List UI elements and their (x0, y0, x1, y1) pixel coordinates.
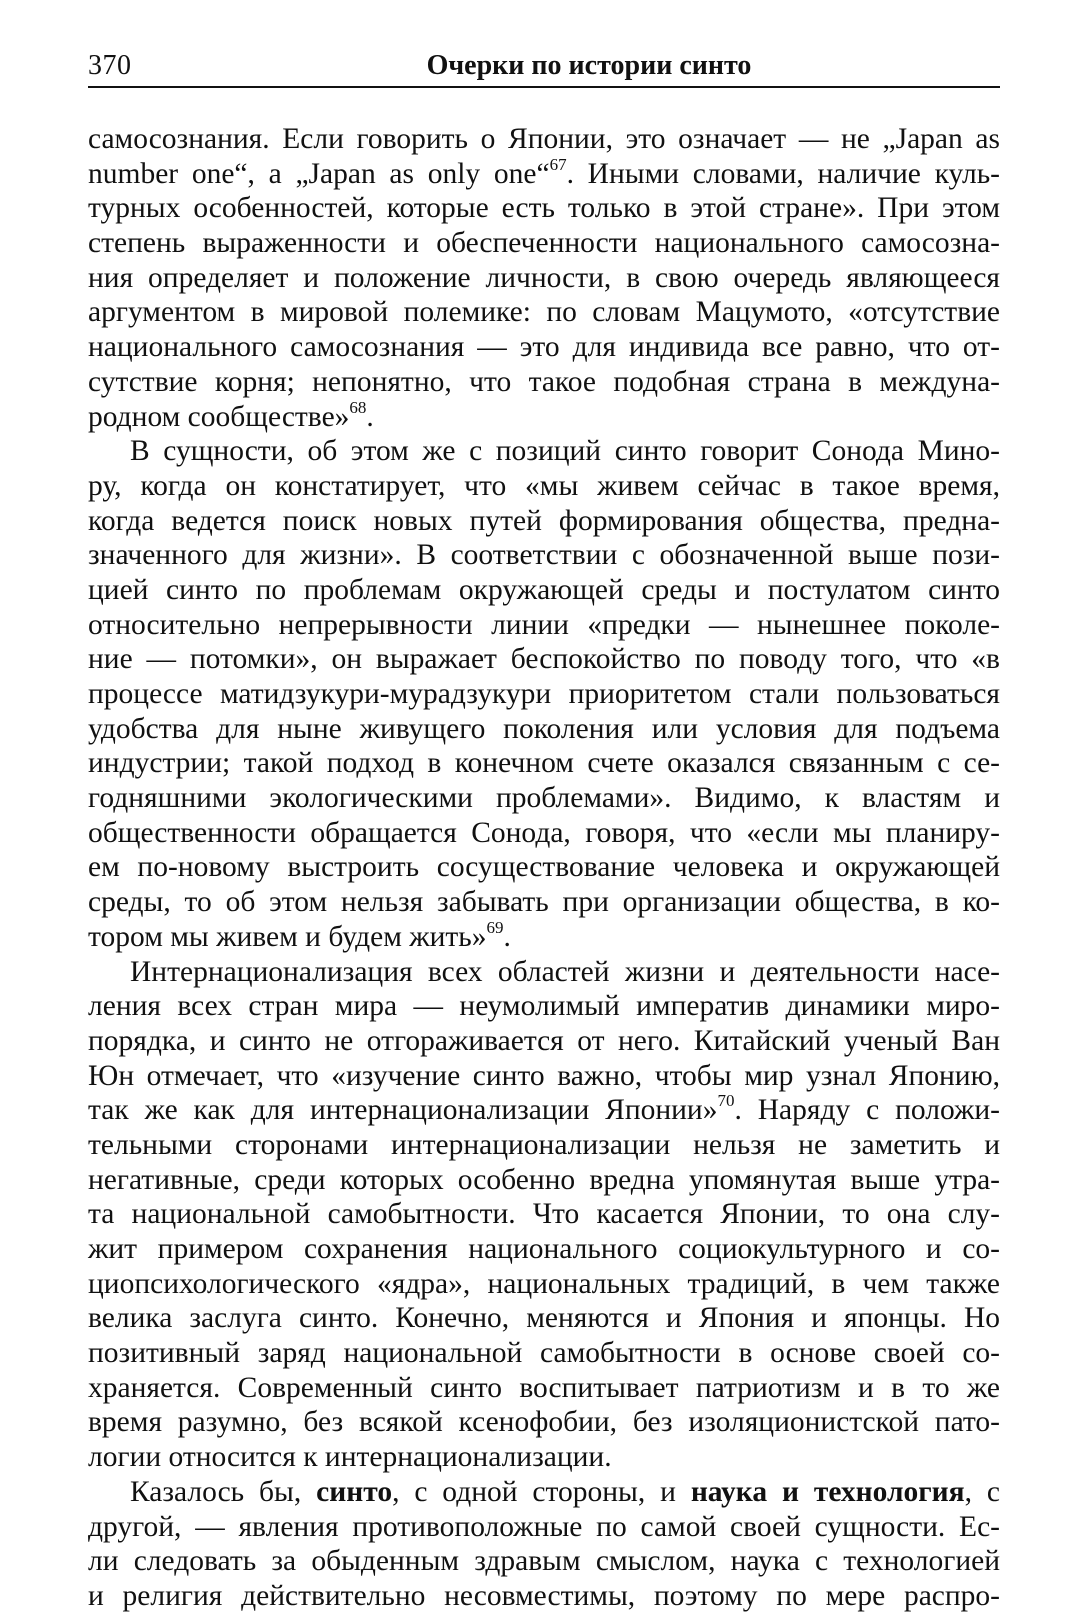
text-run: , с (964, 1475, 1000, 1508)
text-run: ли следовать за обыденным здравым смыслом, наука с технологией (88, 1545, 1000, 1578)
text-line (88, 1371, 1000, 1406)
text-run: велика заслуга синто. Конечно, меняются и Япония и японцы. Но (88, 1302, 1000, 1335)
text-line (88, 642, 1000, 677)
text-line (88, 1510, 1000, 1545)
text-line (88, 955, 1000, 990)
text-run: ру, когда он констатирует, что «мы живем сейчас в такое время, (88, 469, 1000, 502)
text-run: относительно непрерывности линии «предки — нынешнее поколе- (88, 608, 1000, 641)
text-run: индустрии; такой подход в конечном счете оказался связанным с се- (88, 747, 1000, 780)
text-line (88, 365, 1000, 400)
text-line (88, 1197, 1000, 1232)
text-run: порядка, и синто не отгораживается от него. Китайский ученый Ван (88, 1024, 1000, 1057)
text-line (88, 191, 1000, 226)
text-run: . Иными словами, наличие куль- (566, 157, 1000, 190)
bold-term: наука и технология (690, 1475, 965, 1508)
text-run: тором мы живем и будем жить» (88, 920, 487, 953)
text-run: циопсихологического «ядра», национальных традиций, в чем также (88, 1267, 1000, 1300)
text-run: процессе матидзукури-мурадзукури приоритетом стали пользоваться (88, 678, 1000, 710)
text-run: значенного для жизни». В соответствии с обозначенной выше пози- (88, 539, 1000, 572)
text-line (88, 712, 1000, 747)
text-run: логии относится к интернационализации. (88, 1441, 612, 1474)
text-line (88, 1232, 1000, 1267)
text-line (88, 850, 1000, 885)
text-run: сутствие корня; непонятно, что такое подобная страна в междуна- (88, 365, 1000, 398)
text-run: национального самосознания — это для индивида все равно, что от- (88, 331, 1000, 364)
footnote-ref: 67 (549, 154, 567, 174)
text-run: ние — потомки», он выражает беспокойство по поводу того, что «в (88, 643, 1000, 676)
text-line (88, 154, 1000, 192)
text-line (88, 434, 1000, 469)
text-line (88, 295, 1000, 330)
text-run: негативные, среди которых особенно вредна упомянутая выше утра- (88, 1163, 1000, 1196)
text-run: та национальной самобытности. Что касается Японии, то она слу- (88, 1198, 1000, 1231)
footnote-ref: 69 (486, 917, 504, 937)
text-run: Казалось бы, (130, 1475, 317, 1508)
text-line (88, 781, 1000, 816)
text-run: среды, то об этом нельзя забывать при организации общества, в ко- (88, 886, 1000, 919)
text-run: удобства для ныне живущего поколения или условия для подъема (88, 712, 1000, 745)
text-line (88, 989, 1000, 1024)
text-line (88, 397, 1000, 435)
text-run: Интернационализация всех областей жизни и деятельности насе- (130, 955, 1000, 988)
text-line (88, 1093, 1000, 1128)
text-line (88, 816, 1000, 851)
footnote-ref: 70 (717, 1091, 735, 1111)
text-run: степень выраженности и обеспеченности национального самосозна- (88, 227, 1000, 260)
text-run: ем по-новому выстроить сосуществование человека и окружающей (88, 851, 1000, 884)
text-run: время разумно, без всякой ксенофобии, без изоляционистской пато- (88, 1406, 1000, 1439)
text-line (88, 1440, 1000, 1475)
text-run: . Наряду с положи- (734, 1094, 1000, 1127)
text-run: Юн отмечает, что «изучение синто важно, чтобы мир узнал Японию, (88, 1059, 1000, 1092)
text-line (88, 261, 1000, 296)
text-run: родном сообществе» (88, 400, 350, 433)
text-line (88, 885, 1000, 920)
text-line (88, 1475, 1000, 1510)
text-run: цией синто по проблемам окружающей среды и постулатом синто (88, 573, 1000, 606)
text-run: ления всех стран мира — неумолимый императив динамики миро- (88, 990, 1000, 1023)
text-run: позитивный заряд национальной самобытности в основе своей со- (88, 1337, 1000, 1370)
text-line (88, 1024, 1000, 1059)
text-run: храняется. Современный синто воспитывает патриотизм и в то же (88, 1371, 1000, 1404)
text-run: . (366, 400, 374, 433)
text-line (88, 1267, 1000, 1302)
text-run: общественности обращается Сонода, говоря, что «если мы планиру- (88, 816, 1000, 849)
text-line (88, 226, 1000, 261)
running-title: Очерки по истории синто (426, 50, 752, 81)
text-run: турных особенностей, которые есть только в этой стране». При этом (88, 192, 1000, 225)
text-run: и религия действительно несовместимы, поэтому по мере распро- (88, 1579, 1000, 1612)
text-run: аргументом в мировой полемике: по словам Мацумото, «отсутствие (88, 296, 1000, 329)
running-header (88, 44, 1000, 88)
text-line (88, 1579, 1000, 1614)
text-line (88, 504, 1000, 539)
text-line (88, 746, 1000, 781)
text-run: , с одной стороны, и (392, 1475, 691, 1508)
text-run: В сущности, об этом же с позиций синто говорит Сонода Мино- (130, 435, 1000, 468)
text-run: ния определяет и положение личности, в свою очередь являющееся (88, 261, 1000, 294)
text-line (88, 573, 1000, 608)
text-line (88, 1544, 1000, 1579)
text-line (88, 1163, 1000, 1198)
text-line (88, 1336, 1000, 1371)
text-line (88, 330, 1000, 365)
text-line (88, 677, 1000, 712)
text-line (88, 538, 1000, 573)
text-run: number one“, а „Japan as only one“ (88, 157, 550, 190)
text-line (88, 122, 1000, 157)
text-run: . (503, 920, 511, 953)
text-run: так же как для интернационализации Японии» (88, 1094, 718, 1127)
text-line (88, 917, 1000, 955)
text-line (88, 608, 1000, 643)
page-number: 370 (88, 50, 132, 81)
text-run: тельными сторонами интернационализации нельзя не заметить и (88, 1128, 1000, 1161)
text-run: годняшними экологическими проблемами». Видимо, к властям и (88, 782, 1000, 815)
text-line (88, 1301, 1000, 1336)
bold-term: синто (316, 1475, 393, 1508)
text-run: самосознания. Если говорить о Японии, это означает — не „Japan as (88, 123, 1000, 155)
text-line (88, 1405, 1000, 1440)
text-line (88, 1059, 1000, 1094)
text-run: жит примером сохранения национального социокультурного и со- (88, 1233, 1000, 1265)
footnote-ref: 68 (349, 397, 367, 417)
body-text (88, 122, 1000, 1614)
text-line (88, 1128, 1000, 1163)
text-run: другой, — явления противоположные по самой своей сущности. Ес- (88, 1510, 1000, 1543)
text-line (88, 469, 1000, 504)
text-run: когда ведется поиск новых путей формирования общества, предна- (88, 504, 1000, 537)
